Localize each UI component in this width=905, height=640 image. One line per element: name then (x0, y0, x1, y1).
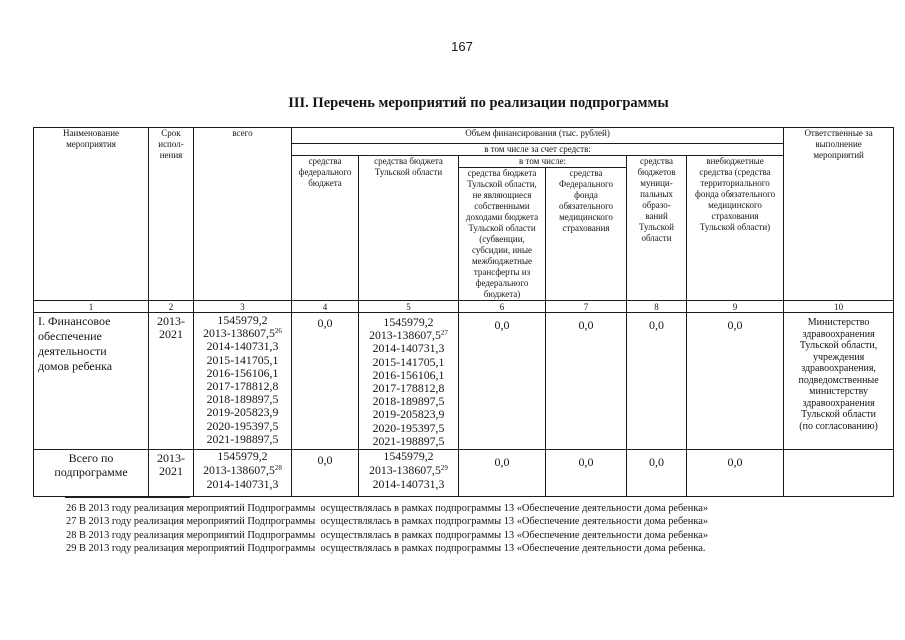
term-cell (149, 313, 194, 450)
header-including-sources-cell (292, 144, 784, 156)
header-extrabudget-cell (687, 156, 784, 301)
total-value: 2019-205823,9 (206, 405, 279, 420)
responsible-cell (784, 450, 894, 497)
activity-name: Всего по подпрограмме (54, 451, 128, 479)
regional-value: 2017-178812,8 (372, 381, 445, 396)
column-number: 5 (359, 301, 459, 313)
header-responsible-cell (784, 128, 894, 301)
header-extrabudget: внебюджетные средства (средства территориального фонда обязательного медицинского страхования Тульской области) (694, 156, 776, 232)
page-number: 167 (451, 39, 473, 54)
footnote-separator (65, 497, 190, 498)
term-cell (149, 450, 194, 497)
responsible-cell (784, 313, 894, 450)
column-number: 4 (292, 301, 359, 313)
regional-value: 2015-141705,1 (372, 354, 445, 369)
column-number: 9 (687, 301, 784, 313)
regional-value: 2013-138607,5 (369, 328, 441, 343)
column-number: 8 (627, 301, 687, 313)
regional-non-own-value: 0,0 (459, 313, 546, 450)
total-value: 1545979,2 (217, 313, 268, 327)
ffoms-value: 0,0 (546, 450, 627, 497)
header-regional-non-own-cell (459, 168, 546, 301)
total-value: 2020-195397,5 (206, 418, 279, 433)
header-regional-cell (359, 156, 459, 301)
regional-cell (359, 450, 459, 497)
total-value: 1545979,2 (217, 449, 268, 463)
responsible: Министерство здравоохранения Тульской области, учреждения здравоохранения, подведомственные министерству здравоохранения Тульской области (по согласованию) (798, 317, 879, 432)
header-term: Срок испол- нения (158, 128, 184, 160)
footnote-ref: 29 (440, 463, 448, 472)
table-row (34, 450, 894, 497)
regional-cell (359, 313, 459, 450)
activity-name: I. Финансовое обеспечение деятельности домов ребенка (38, 314, 113, 373)
total-value: 2013-138607,5 (203, 462, 275, 477)
total-value: 2015-141705,1 (206, 352, 279, 367)
regional-value-line (359, 435, 458, 448)
regional-value: 2016-156106,1 (372, 367, 445, 382)
term: 2013- 2021 (157, 314, 185, 341)
footnote: 28 В 2013 году реализация мероприятий Подпрограммы осуществлялась в рамках подпрограммы 13 «Обеспечение деятельности дома ребенка» (66, 529, 709, 541)
column-number: 3 (194, 301, 292, 313)
footnote: 27 В 2013 году реализация мероприятий Подпрограммы осуществлялась в рамках подпрограммы 13 «Обеспечение деятельности дома ребенка» (66, 516, 709, 528)
regional-value: 2014-140731,3 (372, 341, 445, 356)
extrabudget-value: 0,0 (687, 450, 784, 497)
total-value-line (194, 478, 291, 492)
header-term-cell (149, 128, 194, 301)
header-including-cell (459, 156, 627, 168)
footnote-ref: 27 (440, 329, 448, 338)
total-value-line (194, 433, 291, 446)
header-ffoms: средства Федерального фонда обязательного медицинского страхования (558, 168, 614, 233)
regional-value: 2013-138607,5 (369, 462, 441, 477)
regional-value-line (359, 478, 458, 492)
header-name: Наименование мероприятия (62, 128, 120, 149)
total-value: 2014-140731,3 (206, 339, 279, 354)
federal-value: 0,0 (292, 313, 359, 450)
regional-value-line (359, 450, 458, 464)
regional-non-own-value: 0,0 (459, 450, 546, 497)
column-number: 6 (459, 301, 546, 313)
header-total: всего (232, 128, 253, 138)
regional-value: 2014-140731,3 (372, 476, 445, 491)
header-responsible: Ответственные за выполнение мероприятий (804, 128, 873, 160)
header-ffoms-cell (546, 168, 627, 301)
header-federal-cell (292, 156, 359, 301)
activity-name-cell (34, 450, 149, 497)
regional-value: 1545979,2 (383, 449, 434, 463)
municipal-value: 0,0 (627, 450, 687, 497)
activities-table (33, 127, 894, 497)
header-funding-volume-cell (292, 128, 784, 144)
table-row (34, 313, 894, 450)
regional-value: 2018-189897,5 (372, 394, 445, 409)
regional-value: 1545979,2 (383, 315, 434, 329)
column-number-row (34, 301, 894, 313)
municipal-value: 0,0 (627, 313, 687, 450)
column-number: 1 (34, 301, 149, 313)
column-number: 7 (546, 301, 627, 313)
header-federal: средства федерального бюджета (298, 156, 352, 188)
regional-value-line (359, 464, 458, 478)
ffoms-value: 0,0 (546, 313, 627, 450)
column-number: 10 (784, 301, 894, 313)
total-value-line (194, 450, 291, 464)
column-number: 2 (149, 301, 194, 313)
federal-value: 0,0 (292, 450, 359, 497)
section-title: III. Перечень мероприятий по реализации подпрограммы (288, 95, 669, 111)
header-row (34, 128, 894, 144)
regional-value: 2020-195397,5 (372, 420, 445, 435)
header-funding-volume: Объем финансирования (тыс. рублей) (465, 128, 610, 138)
extrabudget-value: 0,0 (687, 313, 784, 450)
regional-value: 2021-198897,5 (372, 433, 445, 448)
total-value: 2016-156106,1 (206, 365, 279, 380)
term: 2013- 2021 (157, 451, 185, 478)
total-value: 2021-198897,5 (206, 431, 279, 446)
footnote-ref: 28 (274, 463, 282, 472)
header-including-sources: в том числе за счет средств: (484, 144, 591, 154)
header-regional: средства бюджета Тульской области (374, 156, 443, 177)
header-municipal-cell (627, 156, 687, 301)
header-name-cell (34, 128, 149, 301)
header-including: в том числе: (519, 156, 566, 166)
footnote: 26 В 2013 году реализация мероприятий Подпрограммы осуществлялась в рамках подпрограммы 13 «Обеспечение деятельности дома ребенка» (66, 503, 709, 514)
header-total-cell (194, 128, 292, 301)
total-cell (194, 313, 292, 450)
footnotes (66, 502, 708, 555)
footnote-ref: 26 (274, 327, 282, 336)
total-cell (194, 450, 292, 497)
footnote: 29 В 2013 году реализация мероприятий Подпрограммы осуществлялась в рамках подпрограммы 13 «Обеспечение деятельности дома ребенка. (66, 542, 706, 554)
total-value: 2014-140731,3 (206, 476, 279, 491)
total-value: 2018-189897,5 (206, 392, 279, 407)
activity-name-cell (34, 313, 149, 450)
total-value-line (194, 464, 291, 478)
regional-value: 2019-205823,9 (372, 407, 445, 422)
header-municipal: средства бюджетов муници- пальных образо- ваний Тульской области (637, 156, 676, 243)
total-value: 2013-138607,5 (203, 326, 275, 341)
total-value: 2017-178812,8 (206, 379, 279, 394)
header-regional-non-own: средства бюджета Тульской области, не являющиеся собственными доходами бюджета Тульской области (субвенции, субсидии, иные межбюджетные трансферты из федерального бюджета) (465, 168, 539, 299)
